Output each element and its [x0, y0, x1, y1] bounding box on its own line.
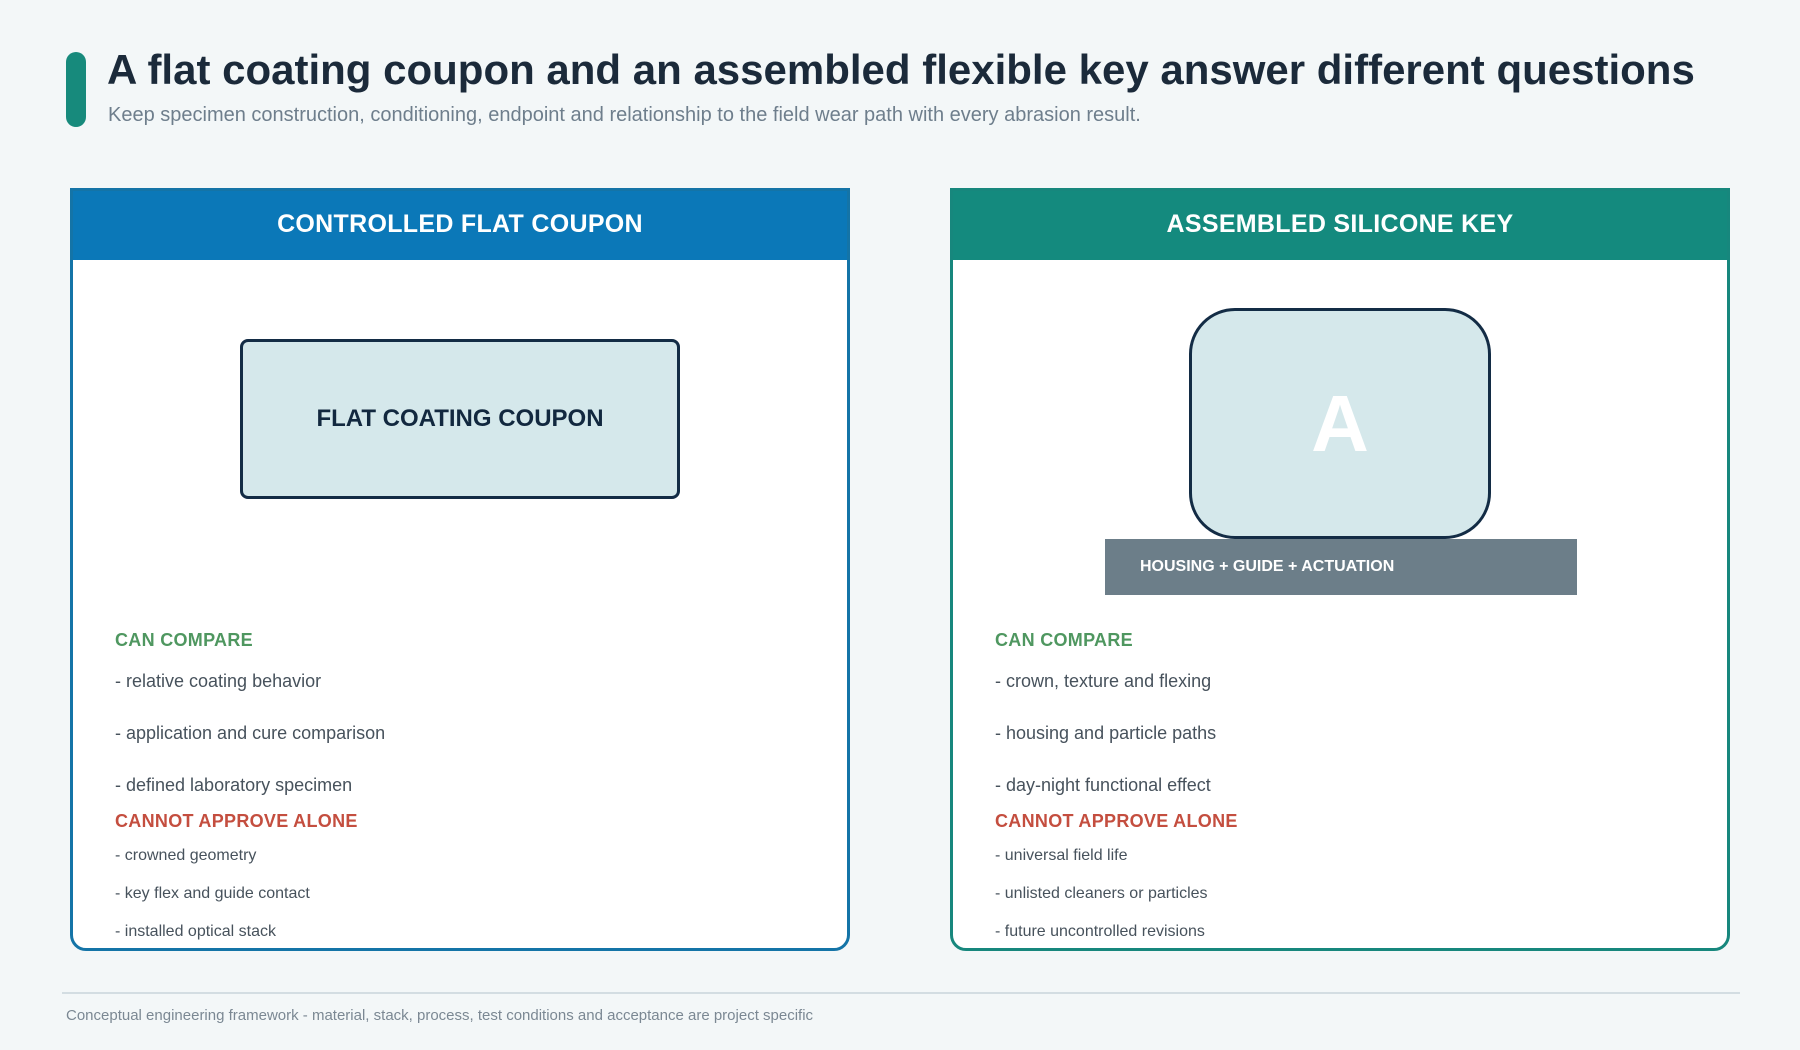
- list-item: - housing and particle paths: [995, 723, 1217, 743]
- list-item: - unlisted cleaners or particles: [995, 885, 1208, 902]
- title-accent-bar: [66, 52, 86, 127]
- panel-header: ASSEMBLED SILICONE KEY: [950, 188, 1730, 260]
- housing-label: HOUSING + GUIDE + ACTUATION: [1140, 558, 1395, 575]
- cannot-approve-list: [995, 846, 1208, 951]
- footer-note: Conceptual engineering framework - material, stack, process, test conditions and acceptance are project specific: [66, 1007, 814, 1024]
- list-item: - relative coating behavior: [115, 671, 322, 691]
- key-legend: A: [1311, 378, 1369, 468]
- page-title: A flat coating coupon and an assembled flexible key answer different questions: [107, 46, 1695, 93]
- flat-coating-coupon-illustration: [240, 339, 680, 499]
- can-compare-heading: CAN COMPARE: [115, 630, 253, 650]
- page-subtitle: Keep specimen construction, conditioning, endpoint and relationship to the field wear path with every abrasion result.: [108, 104, 1141, 126]
- silicone-keycap-illustration: [1189, 308, 1491, 539]
- cannot-approve-list: [115, 846, 310, 951]
- list-item: - universal field life: [995, 847, 1128, 864]
- housing-base-illustration: [1105, 539, 1577, 595]
- list-item: - defined laboratory specimen: [115, 775, 353, 795]
- list-item: - crown, texture and flexing: [995, 671, 1212, 691]
- list-item: - installed optical stack: [115, 923, 276, 940]
- panel-header: CONTROLLED FLAT COUPON: [70, 188, 850, 260]
- cannot-approve-heading: CANNOT APPROVE ALONE: [115, 811, 358, 831]
- list-item: - key flex and guide contact: [115, 885, 310, 902]
- footer-divider: [62, 992, 1740, 994]
- cannot-approve-heading: CANNOT APPROVE ALONE: [995, 811, 1238, 831]
- list-item: - day-night functional effect: [995, 775, 1211, 795]
- can-compare-heading: CAN COMPARE: [995, 630, 1133, 650]
- list-item: - future uncontrolled revisions: [995, 923, 1205, 940]
- list-item: - crowned geometry: [115, 847, 257, 864]
- panel-assembled-key: [950, 188, 1730, 951]
- panel-flat-coupon: [70, 188, 850, 951]
- can-compare-list: [995, 670, 1216, 826]
- coupon-label: FLAT COATING COUPON: [316, 405, 604, 432]
- can-compare-list: [115, 670, 385, 826]
- list-item: - application and cure comparison: [115, 723, 386, 743]
